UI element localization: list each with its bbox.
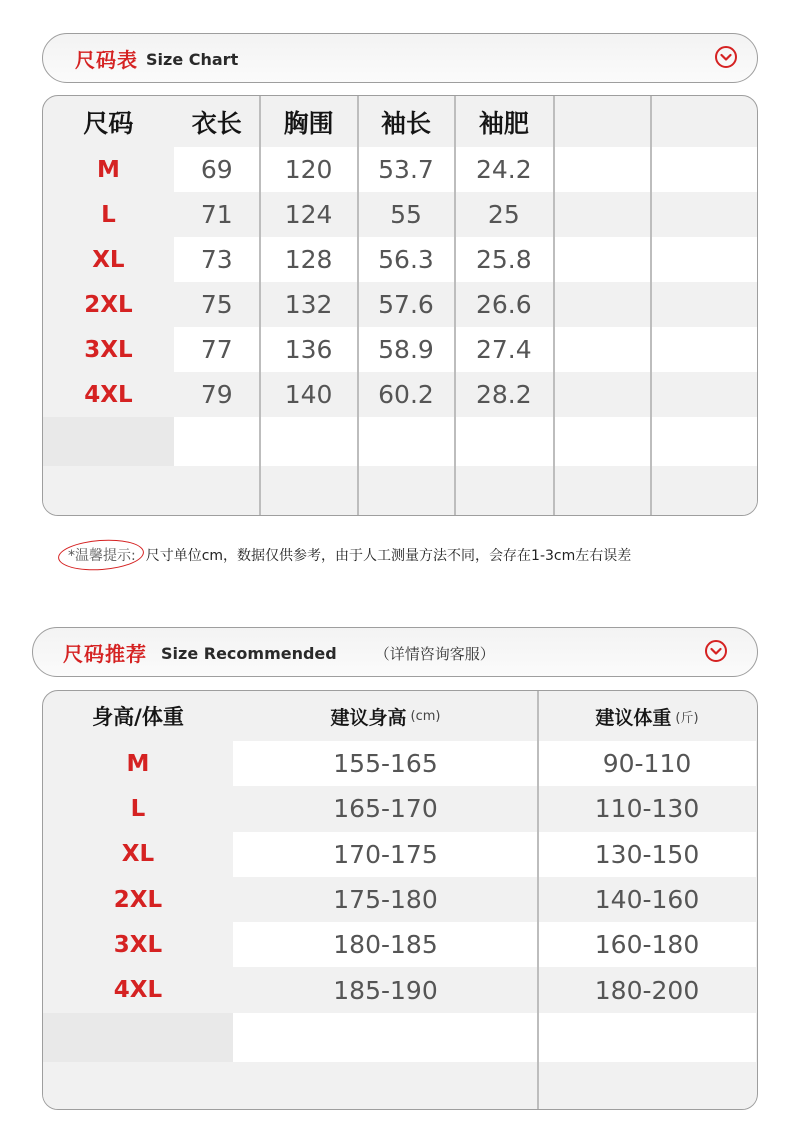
table-cell: 69 (174, 147, 260, 192)
weight-range: 90-110 (538, 741, 756, 786)
column-header (650, 96, 757, 147)
recommend-header-row (43, 691, 757, 741)
column-divider (537, 691, 539, 1109)
weight-range (538, 1062, 756, 1110)
column-header: 衣长 (191, 108, 242, 138)
table-cell: 71 (174, 192, 260, 237)
table-row (43, 922, 757, 967)
weight-range: 180-200 (538, 968, 756, 1013)
table-cell (650, 192, 757, 237)
height-range: 175-180 (233, 877, 538, 922)
table-row (43, 968, 757, 1013)
size-label: 3XL (43, 327, 174, 372)
weight-range: 140-160 (538, 877, 756, 922)
weight-range: 130-150 (538, 832, 756, 877)
height-range (233, 1013, 538, 1063)
table-cell: 128 (260, 237, 358, 282)
table-cell (553, 372, 650, 417)
table-cell: 53.7 (358, 147, 455, 192)
chevron-down-icon[interactable] (715, 46, 737, 68)
size-label: 2XL (43, 282, 174, 327)
table-cell (553, 466, 650, 516)
table-cell (174, 466, 260, 516)
table-cell: 140 (260, 372, 358, 417)
table-cell: 60.2 (358, 372, 455, 417)
column-header: 身高/体重 (92, 705, 184, 729)
size-recommended-header (32, 627, 758, 677)
table-cell (553, 147, 650, 192)
column-header-unit: (cm) (410, 708, 441, 724)
table-cell (260, 417, 358, 467)
column-header: 胸围 (283, 108, 334, 138)
table-cell (650, 327, 757, 372)
column-header-unit: (斤) (675, 710, 699, 726)
measurement-tip (62, 542, 631, 568)
weight-range: 110-130 (538, 786, 756, 831)
column-header: 袖长 (380, 108, 431, 138)
table-cell: 132 (260, 282, 358, 327)
size-label: 3XL (43, 922, 233, 967)
table-cell: 25.8 (454, 237, 553, 282)
table-cell: 120 (260, 147, 358, 192)
table-cell (553, 237, 650, 282)
table-cell: 26.6 (454, 282, 553, 327)
size-label: 4XL (43, 372, 174, 417)
table-row (43, 741, 757, 786)
table-cell: 28.2 (454, 372, 553, 417)
table-cell: 27.4 (454, 327, 553, 372)
weight-range: 160-180 (538, 922, 756, 967)
size-chart-title-cn: 尺码表 (75, 47, 138, 72)
size-recommended-note: （详情咨询客服） (374, 644, 495, 663)
table-cell (650, 147, 757, 192)
size-recommended-table (42, 690, 758, 1110)
column-header-label: 建议身高 (330, 706, 407, 729)
table-row (43, 786, 757, 831)
table-cell (553, 417, 650, 467)
size-label: XL (43, 237, 174, 282)
table-cell (650, 466, 757, 516)
height-range: 170-175 (233, 832, 538, 877)
column-divider (553, 96, 555, 515)
height-range (233, 1062, 538, 1110)
height-range: 180-185 (233, 922, 538, 967)
size-label: 2XL (43, 877, 233, 922)
table-row (43, 832, 757, 877)
size-label: L (43, 786, 233, 831)
column-divider (454, 96, 456, 515)
column-divider (357, 96, 359, 515)
table-cell: 79 (174, 372, 260, 417)
tip-text: 尺寸单位cm，数据仅供参考，由于人工测量方法不同，会存在1-3cm左右误差 (145, 548, 632, 564)
column-header (553, 96, 650, 147)
tip-label: *温馨提示: (62, 542, 142, 568)
table-cell: 124 (260, 192, 358, 237)
table-cell (650, 282, 757, 327)
height-range: 165-170 (233, 786, 538, 831)
weight-range (538, 1013, 756, 1063)
size-recommended-title-en: Size Recommended (161, 644, 337, 663)
table-cell (454, 466, 553, 516)
column-divider (259, 96, 261, 515)
size-recommended-title-cn: 尺码推荐 (63, 641, 147, 666)
size-label: 4XL (43, 968, 233, 1013)
table-row (43, 1013, 757, 1063)
table-cell (553, 282, 650, 327)
table-cell: 75 (174, 282, 260, 327)
size-label: M (43, 147, 174, 192)
table-cell (174, 417, 260, 467)
table-cell: 57.6 (358, 282, 455, 327)
column-header (538, 691, 756, 741)
table-cell: 56.3 (358, 237, 455, 282)
tip-oval-decoration (57, 537, 145, 573)
size-chart-table (42, 95, 758, 516)
table-cell: 136 (260, 327, 358, 372)
table-cell (650, 417, 757, 467)
table-cell (553, 327, 650, 372)
table-cell (260, 466, 358, 516)
column-header: 尺码 (83, 108, 134, 138)
table-cell: 24.2 (454, 147, 553, 192)
size-label (43, 466, 174, 516)
size-label: M (43, 741, 233, 786)
table-row (43, 877, 757, 922)
table-cell: 25 (454, 192, 553, 237)
size-chart-header (42, 33, 758, 83)
column-header: 袖肥 (478, 108, 529, 138)
table-cell: 55 (358, 192, 455, 237)
size-label: L (43, 192, 174, 237)
table-cell (650, 237, 757, 282)
height-range: 185-190 (233, 968, 538, 1013)
column-header (233, 691, 538, 741)
table-cell (650, 372, 757, 417)
size-chart-title-en: Size Chart (146, 50, 239, 69)
size-label (43, 1013, 233, 1063)
size-label (43, 417, 174, 467)
table-cell: 77 (174, 327, 260, 372)
height-range: 155-165 (233, 741, 538, 786)
column-header-label: 建议体重 (595, 706, 672, 729)
table-cell (454, 417, 553, 467)
table-cell: 58.9 (358, 327, 455, 372)
table-cell: 73 (174, 237, 260, 282)
table-cell (358, 466, 455, 516)
column-divider (650, 96, 652, 515)
table-cell (358, 417, 455, 467)
table-cell (553, 192, 650, 237)
chevron-down-icon[interactable] (705, 640, 727, 662)
table-row (43, 1062, 757, 1110)
size-label: XL (43, 832, 233, 877)
size-label (43, 1062, 233, 1110)
